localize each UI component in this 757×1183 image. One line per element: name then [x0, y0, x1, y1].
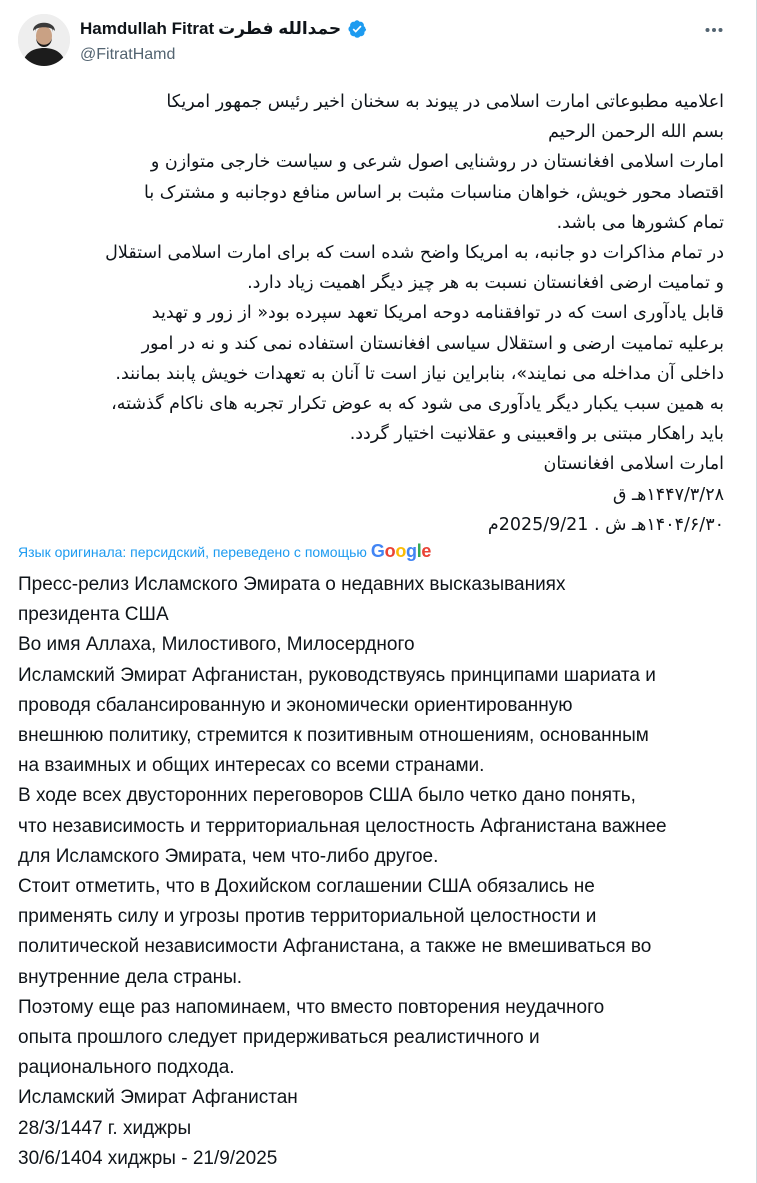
translated-line: для Исламского Эмирата, чем что-либо другое.: [18, 845, 439, 867]
tweet-line: ۱۴۰۴/۶/۳۰هـ ش . 2025/9/21م: [487, 514, 724, 535]
tweet-line: باید راهکار مبتنی بر واقعبینی و عقلانیت اختیار گردد.: [349, 424, 724, 445]
tweet-line: برعلیه تمامیت ارضی و استقلال سیاسی افغانستان استفاده نمی کند و نه در امور: [141, 333, 724, 354]
translated-line: Исламский Эмират Афганистан: [18, 1087, 298, 1109]
translation-attribution[interactable]: [18, 541, 431, 562]
tweet-line: به همین سبب یکبار دیگر یادآوری می شود که به عوض تکرار تجربه های ناکام گذشته،: [111, 394, 724, 415]
user-handle[interactable]: @FitratHamd: [80, 46, 176, 63]
translated-line: опыта прошлого следует придерживаться реалистичного и: [18, 1027, 540, 1049]
translated-line: Пресс-релиз Исламского Эмирата о недавних высказываниях: [18, 574, 566, 595]
tweet-line: اعلامیه مطبوعاتی امارت اسلامی در پیوند به سخنان اخیر رئیس جمهور امریکا: [166, 92, 724, 112]
translated-line: 28/3/1447 г. хиджры: [18, 1117, 192, 1139]
translated-line: внутренние дела страны.: [18, 966, 243, 988]
tweet-line: و تمامیت ارضی افغانستان نسبت به هر چیز دیگر اهمیت زیاد دارد.: [247, 273, 724, 294]
verified-badge-icon: [347, 19, 367, 39]
translated-line: проводя сбалансированную и экономически ориентированную: [18, 694, 573, 716]
translated-line: Во имя Аллаха, Милостивого, Милосердного: [18, 634, 415, 656]
tweet-line: ۱۴۴۷/۳/۲۸هـ ق: [612, 484, 724, 505]
display-name[interactable]: [80, 19, 367, 39]
translated-line: Стоит отметить, что в Дохийском соглашении США обязались не: [18, 876, 595, 898]
display-name-persian: حمدالله فطرت: [218, 19, 342, 38]
tweet-line: بسم الله الرحمن الرحیم: [548, 122, 724, 143]
translated-line: рационального подхода.: [18, 1057, 235, 1079]
translated-line: В ходе всех двусторонних переговоров США было четко дано понять,: [18, 785, 636, 807]
tweet-line: در تمام مذاکرات دو جانبه، به امریکا واضح شده است که برای امارت اسلامی استقلال: [105, 243, 724, 264]
tweet-text-original: [14, 87, 724, 540]
translated-line: применять силу и угрозы против территориальной целостности и: [18, 906, 597, 928]
translated-line: 30/6/1404 хиджры - 21/9/2025: [18, 1147, 278, 1169]
tweet-line: داخلی آن مداخله می نمایند»، بنابراین نیاز است تا آنان به تعهدات خویش پابند بمانند.: [115, 363, 724, 384]
translation-note: Язык оригинала: персидский, переведено с помощью: [18, 543, 367, 560]
tweet-line: اقتصاد محور خویش، خواهان مناسبات مثبت بر اساس منافع دوجانبه و مشترک با: [144, 182, 724, 203]
translated-line: Поэтому еще раз напоминаем, что вместо повторения неудачного: [18, 996, 605, 1018]
more-options-button[interactable]: [702, 18, 726, 42]
translated-line: политической независимости Афганистана, а также не вмешиваться во: [18, 936, 652, 958]
more-options-icon: [704, 20, 724, 40]
translated-line: на взаимных и общих интересах со всеми странами.: [18, 755, 485, 777]
translated-line: что независимость и территориальная целостность Афганистана важнее: [18, 815, 667, 837]
tweet-line: قابل یادآوری است که در توافقنامه دوحه امریکا تعهد سپرده بود« از زور و تهدید: [151, 303, 724, 324]
avatar[interactable]: [18, 14, 70, 66]
tweet-text-translated: [18, 570, 743, 1174]
display-name-latin: Hamdullah Fitrat: [80, 19, 215, 38]
tweet-line: امارت اسلامی افغانستان: [543, 454, 724, 475]
translated-line: президента США: [18, 604, 169, 626]
google-logo: Google: [370, 541, 432, 561]
translated-line: Исламский Эмират Афганистан, руководствуясь принципами шариата и: [18, 664, 656, 686]
avatar-portrait-icon: [18, 14, 70, 66]
tweet-line: تمام کشورها می باشد.: [556, 212, 724, 233]
translated-line: внешнюю политику, стремится к позитивным отношениям, основанным: [18, 725, 649, 747]
tweet-line: امارت اسلامی افغانستان در روشنایی اصول شرعی و سیاست خارجی متوازن و: [150, 152, 724, 173]
